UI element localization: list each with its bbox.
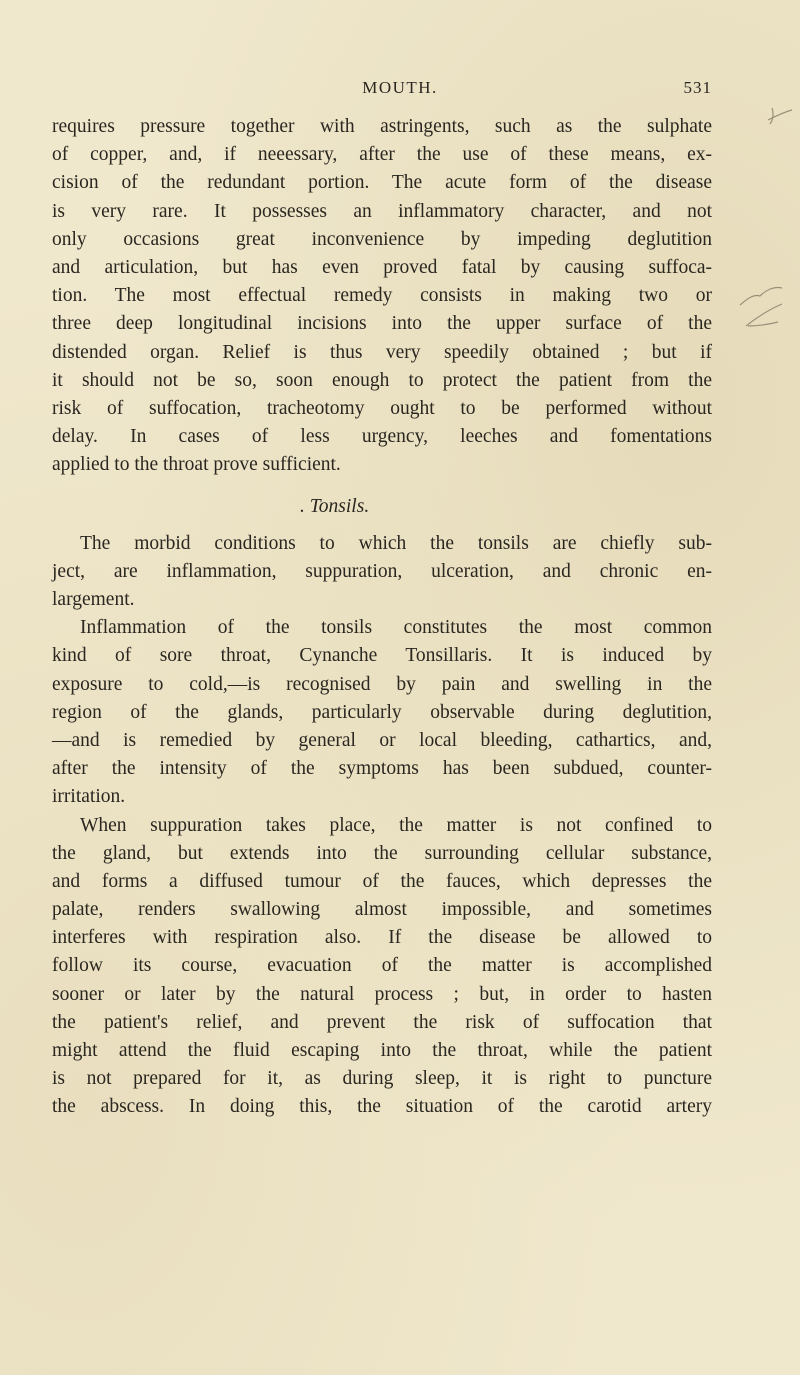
text-line: delay. In cases of less urgency, leeches and fomentations bbox=[52, 426, 712, 448]
text-line: applied to the throat prove sufficient. bbox=[52, 454, 341, 476]
text-line: ject, are inflammation, suppuration, ulceration, and chronic en- bbox=[52, 560, 712, 582]
paragraph-1 bbox=[52, 113, 712, 479]
text-line: the patient's relief, and prevent the risk of suffocation that bbox=[52, 1011, 712, 1033]
text-line: follow its course, evacuation of the matter is accomplished bbox=[52, 955, 712, 977]
text-line: region of the glands, particularly observable during deglutition, bbox=[52, 701, 712, 723]
text-line: might attend the fluid escaping into the throat, while the patient bbox=[52, 1040, 712, 1061]
body-text bbox=[52, 113, 712, 1122]
text-line: after the intensity of the symptoms has been subdued, counter- bbox=[52, 758, 712, 780]
text-line: interferes with respiration also. If the disease be allowed to bbox=[52, 927, 712, 949]
text-line: distended organ. Relief is thus very speedily obtained ; but if bbox=[52, 341, 712, 363]
text-line: is not prepared for it, as during sleep, it is right to puncture bbox=[52, 1068, 712, 1090]
text-line: is very rare. It possesses an inflammatory character, and not bbox=[52, 200, 712, 222]
text-line: sooner or later by the natural process ; but, in order to hasten bbox=[52, 983, 712, 1005]
text-line: irritation. bbox=[52, 786, 126, 808]
text-line: The morbid conditions to which the tonsils are chiefly sub- bbox=[80, 532, 712, 554]
text-line: the gland, but extends into the surrounding cellular substance, bbox=[52, 842, 712, 864]
text-line: the abscess. In doing this, the situation of the carotid artery bbox=[52, 1096, 712, 1118]
paragraph-2 bbox=[52, 530, 712, 615]
text-line: three deep longitudinal incisions into the upper surface of the bbox=[52, 313, 712, 335]
text-line: requires pressure together with astringents, such as the sulphate bbox=[52, 116, 712, 137]
text-line: palate, renders swallowing almost impossible, and sometimes bbox=[52, 899, 712, 921]
text-line: and forms a diffused tumour of the fauces, which depresses the bbox=[52, 870, 712, 892]
margin-pencil-marks bbox=[720, 100, 800, 400]
text-line: Inflammation of the tonsils constitutes the most common bbox=[80, 617, 712, 639]
text-line: exposure to cold,—is recognised by pain and swelling in the bbox=[52, 673, 712, 695]
text-line: largement. bbox=[52, 589, 135, 610]
paragraph-4 bbox=[52, 812, 712, 1122]
text-line: —and is remedied by general or local bleeding, cathartics, and, bbox=[52, 729, 712, 751]
text-line: only occasions great inconvenience by impeding deglutition bbox=[52, 228, 712, 250]
text-line: When suppuration takes place, the matter is not confined to bbox=[80, 814, 712, 836]
running-head bbox=[0, 78, 800, 102]
text-line: and articulation, but has even proved fatal by causing suffoca- bbox=[52, 256, 712, 278]
pencil-mark bbox=[740, 287, 782, 305]
text-line: cision of the redundant portion. The acute form of the disease bbox=[52, 172, 712, 194]
running-head-title: MOUTH. bbox=[362, 78, 438, 97]
text-line: tion. The most effectual remedy consists in making two or bbox=[52, 285, 712, 307]
text-line: it should not be so, soon enough to protect the patient from the bbox=[52, 369, 712, 391]
pencil-mark bbox=[746, 304, 782, 326]
pencil-mark bbox=[768, 108, 792, 124]
paragraph-3 bbox=[52, 614, 712, 811]
section-heading-tonsils: . Tonsils. bbox=[300, 496, 370, 518]
text-line: kind of sore throat, Cynanche Tonsillaris. It is induced by bbox=[52, 645, 712, 667]
page-number: 531 bbox=[683, 78, 712, 97]
text-line: risk of suffocation, tracheotomy ought to be performed without bbox=[52, 397, 712, 419]
text-line: of copper, and, if neeessary, after the use of these means, ex- bbox=[52, 144, 712, 166]
